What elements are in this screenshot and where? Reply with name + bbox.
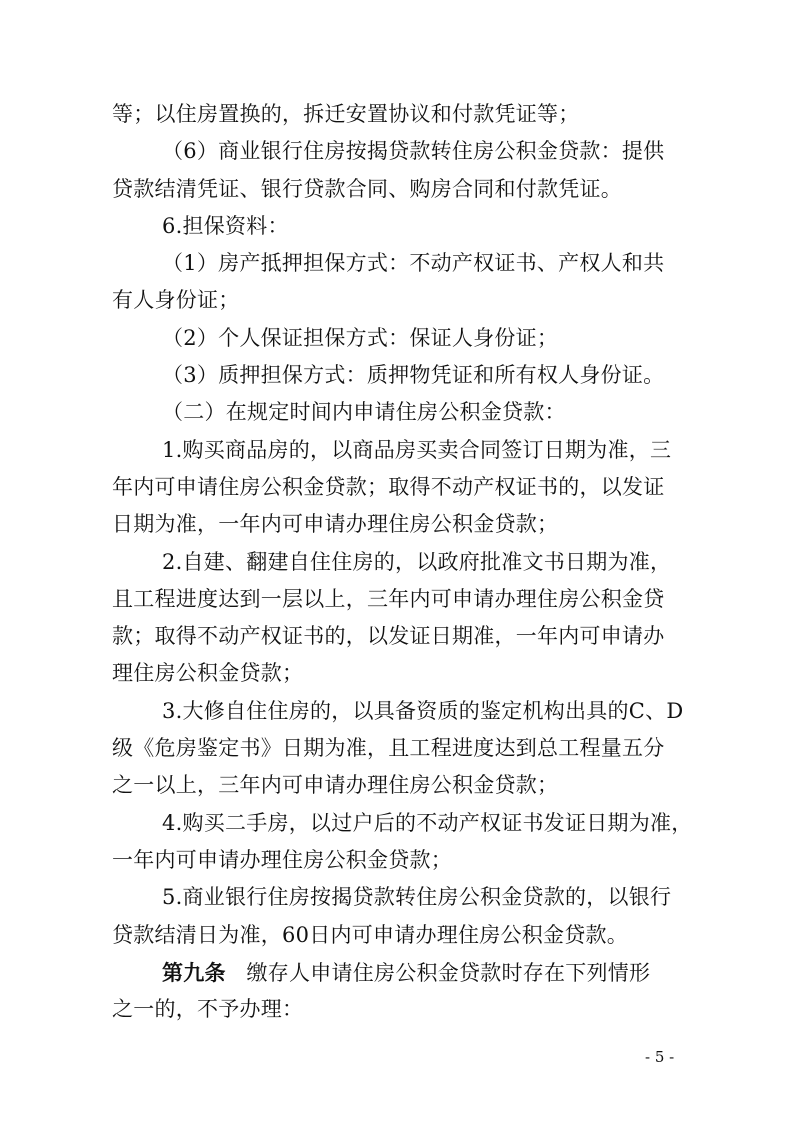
text-line: （3）质押担保方式：质押物凭证和所有权人身份证。	[162, 363, 665, 388]
text-line: （二）在规定时间内申请住房公积金贷款：	[162, 400, 566, 425]
text-line: 之一以上，三年内可申请办理住房公积金贷款；	[112, 773, 559, 798]
text-line: 5.商业银行住房按揭贷款转住房公积金贷款的，以银行	[162, 885, 672, 910]
text-line: 年内可申请住房公积金贷款；取得不动产权证书的，以发证	[112, 474, 665, 499]
text-line: 等；以住房置换的，拆迁安置协议和付款凭证等；	[112, 102, 580, 126]
text-line: 且工程进度达到一层以上，三年内可申请办理住房公积金贷	[112, 586, 665, 611]
article-text: 缴存人申请住房公积金贷款时存在下列情形	[225, 960, 651, 985]
text-line: 3.大修自住住房的，以具备资质的鉴定机构出具的C、D	[162, 698, 684, 723]
body-text	[112, 96, 693, 1028]
text-line: 级《危房鉴定书》日期为准，且工程进度达到总工程量五分	[112, 736, 665, 761]
text-line: 日期为准，一年内可申请办理住房公积金贷款；	[112, 512, 559, 537]
article-number: 第九条	[162, 959, 226, 985]
text-line: 款；取得不动产权证书的，以发证日期准，一年内可申请办	[112, 624, 665, 649]
text-line: 贷款结清日为准，60日内可申请办理住房公积金贷款。	[112, 922, 628, 947]
text-line: （2）个人保证担保方式：保证人身份证；	[162, 325, 559, 350]
text-line: 有人身份证；	[112, 288, 240, 313]
text-line: 一年内可申请办理住房公积金贷款；	[112, 847, 452, 872]
text-line: （6）商业银行住房按揭贷款转住房公积金贷款：提供	[162, 139, 665, 164]
text-line: 6.担保资料：	[162, 213, 289, 238]
text-line: （1）房产抵押担保方式：不动产权证书、产权人和共	[162, 251, 665, 276]
text-line: 理住房公积金贷款；	[112, 661, 304, 686]
text-line: 贷款结清凭证、银行贷款合同、购房合同和付款凭证。	[112, 176, 622, 201]
text-line: 之一的，不予办理：	[112, 997, 304, 1022]
text-line: 1.购买商品房的，以商品房买卖合同签订日期为准，三	[162, 437, 672, 462]
page-number: - 5 -	[645, 1048, 675, 1066]
article-heading-line	[112, 954, 690, 991]
text-line: 4.购买二手房，以过户后的不动产权证书发证日期为准，	[162, 810, 693, 835]
text-line: 2.自建、翻建自住住房的，以政府批准文书日期为准，	[162, 549, 672, 574]
